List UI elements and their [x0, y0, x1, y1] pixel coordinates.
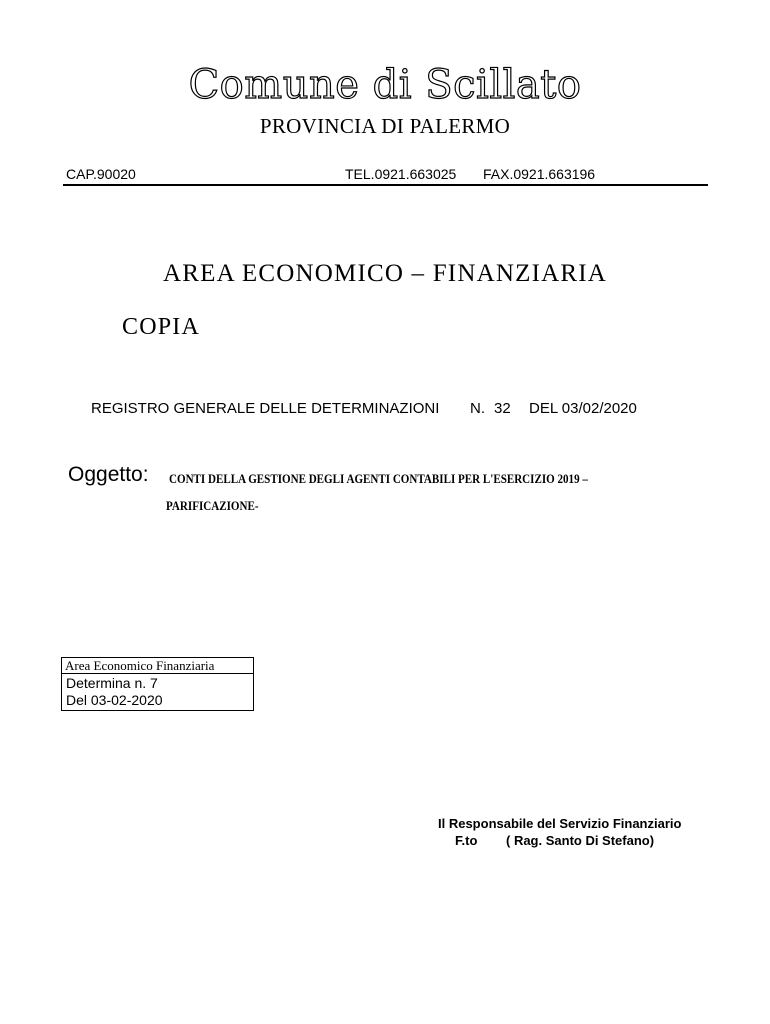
determination-number: Determina n. 7 [66, 675, 158, 691]
signatory-role: Il Responsabile del Servizio Finanziario [438, 816, 682, 831]
subject-line-1: CONTI DELLA GESTIONE DEGLI AGENTI CONTABILI PER L'ESERCIZIO 2019 – [169, 471, 588, 486]
determination-box [61, 657, 254, 711]
subject-line-2: PARIFICAZIONE- [166, 498, 259, 513]
signatory-name: ( Rag. Santo Di Stefano) [506, 833, 655, 848]
department-heading: AREA ECONOMICO – FINANZIARIA [162, 260, 607, 287]
telephone: TEL.0921.663025 [345, 166, 457, 182]
copy-label: COPIA [122, 314, 201, 340]
signed-mark: F.to [455, 833, 478, 848]
determination-date: Del 03-02-2020 [66, 692, 163, 708]
subject-label: Oggetto: [68, 463, 149, 486]
municipality-title: Comune di Scillato [188, 62, 582, 108]
province-subtitle: PROVINCIA DI PALERMO [259, 114, 511, 138]
register-number-label: N. [470, 400, 485, 417]
register-date: DEL 03/02/2020 [529, 400, 637, 417]
postal-code: CAP.90020 [66, 166, 136, 182]
register-label: REGISTRO GENERALE DELLE DETERMINAZIONI [91, 400, 440, 417]
header-divider [63, 184, 708, 186]
fax: FAX.0921.663196 [483, 166, 596, 182]
determination-box-title: Area Economico Finanziaria [62, 658, 253, 674]
register-number: 32 [494, 400, 511, 417]
